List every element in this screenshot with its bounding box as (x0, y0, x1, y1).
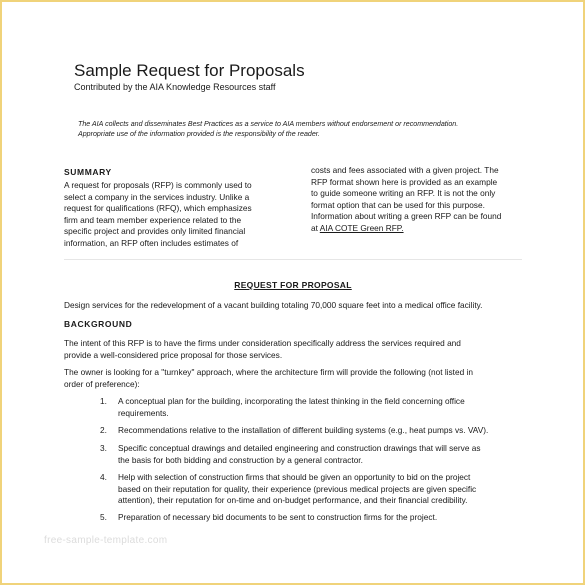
rfp-heading: REQUEST FOR PROPOSAL (234, 280, 352, 290)
design-services-line: Design services for the redevelopment of a vacant building totaling 70,000 square feet into a medical office facility. (64, 300, 483, 310)
summary-line: costs and fees associated with a given project. The (311, 165, 499, 175)
summary-line: format option that can be used for this purpose. (311, 199, 485, 210)
list-line: A conceptual plan for the building, incorporating the latest thinking in the field concerning office (118, 396, 465, 406)
background-heading: BACKGROUND (64, 319, 133, 329)
summary-line: information, an RFP often includes estimates of (64, 237, 239, 248)
paragraph-line: The owner is looking for a "turnkey" approach, where the architecture firm will provide the following (not listed in (64, 367, 473, 377)
paragraph-line: order of preference): (64, 378, 140, 389)
paragraph-line: provide a well-considered price proposal for those services. (64, 349, 283, 360)
summary-line: to guide someone writing an RFP. It is not the only (311, 188, 496, 198)
list-line: requirements. (118, 407, 169, 418)
list-line: attention), their reputation for on-time and on-budget performance, and their financial credibility. (118, 495, 468, 505)
summary-line: request for qualifications (RFQ), which emphasizes (64, 203, 252, 213)
list-text (118, 425, 488, 437)
aia-cote-green-rfp-link[interactable]: AIA COTE Green RFP. (319, 222, 404, 233)
background-paragraph (64, 338, 461, 361)
list-line: based on their reputation for quality, their experience (previous medical projects are given specific (118, 483, 477, 494)
list-line: Recommendations relative to the installation of different building systems (e.g., heat pumps vs. VAV). (118, 425, 489, 435)
summary-link-prefix: at (311, 222, 320, 233)
summary-line: Information about writing a green RFP can be found (311, 211, 502, 221)
list-number: 2. (100, 425, 107, 435)
list-line: Preparation of necessary bid documents to be sent to construction firms for the project. (118, 512, 438, 522)
summary-right-column (311, 165, 526, 234)
list-text (118, 472, 476, 507)
summary-line: firm and team member experience related to the (64, 214, 242, 225)
disclaimer-line: Appropriate use of the information provided is the responsibility of the reader. (78, 130, 320, 138)
list-text (118, 512, 437, 524)
section-divider (64, 259, 522, 260)
disclaimer (78, 119, 523, 139)
watermark: free-sample-template.com (44, 535, 168, 546)
document-subtitle: Contributed by the AIA Knowledge Resources staff (74, 82, 276, 92)
list-line: the basis for both bidding and construction by a general contractor. (118, 454, 363, 465)
disclaimer-line: The AIA collects and disseminates Best Practices as a service to AIA members without endorsement or recommendation. (78, 120, 459, 128)
list-text (118, 396, 465, 419)
list-number: 1. (100, 396, 107, 406)
document-title: Sample Request for Proposals (74, 61, 305, 80)
owner-paragraph (64, 367, 473, 390)
summary-line: A request for proposals (RFP) is commonly used to (64, 180, 252, 190)
list-number: 5. (100, 512, 107, 522)
summary-link-line (311, 223, 526, 235)
paragraph-line: The intent of this RFP is to have the firms under consideration specifically address the services required and (64, 338, 461, 348)
summary-line: specific project and provides only limited financial (64, 226, 246, 236)
list-line: Help with selection of construction firms that should be given an opportunity to bid on the project (118, 472, 471, 482)
list-text (118, 443, 481, 466)
list-number: 4. (100, 472, 107, 482)
summary-heading: SUMMARY (64, 167, 112, 177)
summary-line: RFP format shown here is provided as an example (311, 176, 498, 187)
summary-left-column (64, 180, 279, 249)
list-number: 3. (100, 443, 107, 453)
list-line: Specific conceptual drawings and detailed engineering and construction drawings that will serve as (118, 443, 481, 453)
summary-line: select a company in the services industry. Unlike a (64, 191, 250, 202)
